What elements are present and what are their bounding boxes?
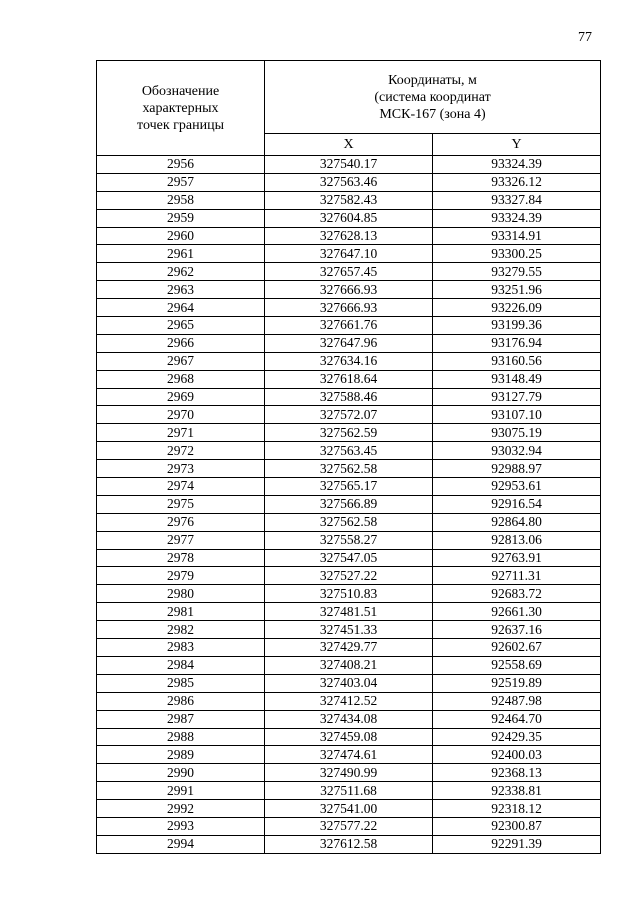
y-coordinate-cell: 92368.13 — [433, 764, 601, 782]
x-coordinate-cell: 327563.46 — [265, 173, 433, 191]
x-coordinate-cell: 327562.58 — [265, 460, 433, 478]
table-row — [97, 245, 601, 263]
table-row — [97, 263, 601, 281]
header-point-line: точек границы — [137, 117, 224, 133]
y-coordinate-cell: 92916.54 — [433, 495, 601, 513]
y-coordinate-cell: 93324.39 — [433, 156, 601, 174]
point-id-cell: 2964 — [97, 299, 265, 317]
table-body — [97, 156, 601, 854]
point-id-cell: 2977 — [97, 531, 265, 549]
table-row — [97, 317, 601, 335]
table-row — [97, 549, 601, 567]
header-point-designation — [97, 61, 265, 156]
y-coordinate-cell: 93279.55 — [433, 263, 601, 281]
table-row — [97, 442, 601, 460]
point-id-cell: 2957 — [97, 173, 265, 191]
x-coordinate-cell: 327510.83 — [265, 585, 433, 603]
y-coordinate-cell: 92400.03 — [433, 746, 601, 764]
x-coordinate-cell: 327628.13 — [265, 227, 433, 245]
x-coordinate-cell: 327562.58 — [265, 513, 433, 531]
point-id-cell: 2969 — [97, 388, 265, 406]
point-id-cell: 2956 — [97, 156, 265, 174]
x-coordinate-cell: 327474.61 — [265, 746, 433, 764]
table-row — [97, 835, 601, 853]
y-coordinate-cell: 92711.31 — [433, 567, 601, 585]
y-coordinate-cell: 92291.39 — [433, 835, 601, 853]
point-id-cell: 2991 — [97, 782, 265, 800]
point-id-cell: 2987 — [97, 710, 265, 728]
table-row — [97, 674, 601, 692]
y-coordinate-cell: 92637.16 — [433, 621, 601, 639]
y-coordinate-cell: 93326.12 — [433, 173, 601, 191]
point-id-cell: 2986 — [97, 692, 265, 710]
x-coordinate-cell: 327666.93 — [265, 281, 433, 299]
y-coordinate-cell: 93032.94 — [433, 442, 601, 460]
table-row — [97, 173, 601, 191]
table-row — [97, 191, 601, 209]
table-row — [97, 585, 601, 603]
y-coordinate-cell: 92683.72 — [433, 585, 601, 603]
x-coordinate-cell: 327540.17 — [265, 156, 433, 174]
x-coordinate-cell: 327547.05 — [265, 549, 433, 567]
x-coordinate-cell: 327588.46 — [265, 388, 433, 406]
header-x: X — [265, 134, 433, 156]
x-coordinate-cell: 327572.07 — [265, 406, 433, 424]
point-id-cell: 2968 — [97, 370, 265, 388]
point-id-cell: 2966 — [97, 334, 265, 352]
y-coordinate-cell: 93148.49 — [433, 370, 601, 388]
table-row — [97, 764, 601, 782]
y-coordinate-cell: 92338.81 — [433, 782, 601, 800]
table-row — [97, 209, 601, 227]
point-id-cell: 2990 — [97, 764, 265, 782]
point-id-cell: 2959 — [97, 209, 265, 227]
y-coordinate-cell: 92300.87 — [433, 817, 601, 835]
table-row — [97, 603, 601, 621]
table-header — [97, 61, 601, 156]
point-id-cell: 2963 — [97, 281, 265, 299]
y-coordinate-cell: 93107.10 — [433, 406, 601, 424]
y-coordinate-cell: 92318.12 — [433, 800, 601, 818]
x-coordinate-cell: 327661.76 — [265, 317, 433, 335]
x-coordinate-cell: 327408.21 — [265, 656, 433, 674]
point-id-cell: 2971 — [97, 424, 265, 442]
point-id-cell: 2988 — [97, 728, 265, 746]
x-coordinate-cell: 327563.45 — [265, 442, 433, 460]
table-row — [97, 370, 601, 388]
point-id-cell: 2978 — [97, 549, 265, 567]
point-id-cell: 2985 — [97, 674, 265, 692]
coordinates-table — [96, 60, 601, 854]
table-row — [97, 406, 601, 424]
table-row — [97, 334, 601, 352]
table-row — [97, 621, 601, 639]
point-id-cell: 2994 — [97, 835, 265, 853]
header-point-line: Обозначение — [141, 83, 220, 99]
table-row — [97, 692, 601, 710]
x-coordinate-cell: 327459.08 — [265, 728, 433, 746]
point-id-cell: 2983 — [97, 639, 265, 657]
table-row — [97, 460, 601, 478]
header-y: Y — [433, 134, 601, 156]
point-id-cell: 2967 — [97, 352, 265, 370]
table-row — [97, 567, 601, 585]
table-row — [97, 817, 601, 835]
table-row — [97, 495, 601, 513]
x-coordinate-cell: 327434.08 — [265, 710, 433, 728]
y-coordinate-cell: 93226.09 — [433, 299, 601, 317]
point-id-cell: 2984 — [97, 656, 265, 674]
point-id-cell: 2993 — [97, 817, 265, 835]
point-id-cell: 2992 — [97, 800, 265, 818]
x-coordinate-cell: 327527.22 — [265, 567, 433, 585]
x-coordinate-cell: 327604.85 — [265, 209, 433, 227]
y-coordinate-cell: 93327.84 — [433, 191, 601, 209]
point-id-cell: 2958 — [97, 191, 265, 209]
y-coordinate-cell: 92487.98 — [433, 692, 601, 710]
x-coordinate-cell: 327481.51 — [265, 603, 433, 621]
x-coordinate-cell: 327647.10 — [265, 245, 433, 263]
y-coordinate-cell: 92429.35 — [433, 728, 601, 746]
y-coordinate-cell: 93314.91 — [433, 227, 601, 245]
y-coordinate-cell: 92763.91 — [433, 549, 601, 567]
point-id-cell: 2981 — [97, 603, 265, 621]
point-id-cell: 2982 — [97, 621, 265, 639]
table-row — [97, 710, 601, 728]
y-coordinate-cell: 92813.06 — [433, 531, 601, 549]
table-row — [97, 227, 601, 245]
x-coordinate-cell: 327618.64 — [265, 370, 433, 388]
table-row — [97, 800, 601, 818]
table-row — [97, 746, 601, 764]
point-id-cell: 2962 — [97, 263, 265, 281]
page-number: 77 — [578, 30, 592, 45]
x-coordinate-cell: 327666.93 — [265, 299, 433, 317]
table-row — [97, 299, 601, 317]
table-row — [97, 656, 601, 674]
table-row — [97, 424, 601, 442]
point-id-cell: 2975 — [97, 495, 265, 513]
table-row — [97, 156, 601, 174]
table-row — [97, 281, 601, 299]
y-coordinate-cell: 92988.97 — [433, 460, 601, 478]
header-coords-line: (система координат — [374, 89, 491, 105]
x-coordinate-cell: 327577.22 — [265, 817, 433, 835]
header-coords-line: Координаты, м — [388, 72, 477, 88]
point-id-cell: 2980 — [97, 585, 265, 603]
x-coordinate-cell: 327451.33 — [265, 621, 433, 639]
x-coordinate-cell: 327558.27 — [265, 531, 433, 549]
y-coordinate-cell: 93176.94 — [433, 334, 601, 352]
y-coordinate-cell: 92602.67 — [433, 639, 601, 657]
table-row — [97, 352, 601, 370]
header-coords-line: МСК-167 (зона 4) — [379, 106, 486, 122]
x-coordinate-cell: 327634.16 — [265, 352, 433, 370]
y-coordinate-cell: 93160.56 — [433, 352, 601, 370]
point-id-cell: 2973 — [97, 460, 265, 478]
x-coordinate-cell: 327403.04 — [265, 674, 433, 692]
y-coordinate-cell: 93199.36 — [433, 317, 601, 335]
table-row — [97, 513, 601, 531]
y-coordinate-cell: 92661.30 — [433, 603, 601, 621]
x-coordinate-cell: 327412.52 — [265, 692, 433, 710]
y-coordinate-cell: 92953.61 — [433, 478, 601, 496]
x-coordinate-cell: 327566.89 — [265, 495, 433, 513]
x-coordinate-cell: 327490.99 — [265, 764, 433, 782]
header-point-line: характерных — [142, 100, 219, 116]
point-id-cell: 2972 — [97, 442, 265, 460]
y-coordinate-cell: 92864.80 — [433, 513, 601, 531]
x-coordinate-cell: 327562.59 — [265, 424, 433, 442]
table-row — [97, 531, 601, 549]
y-coordinate-cell: 92558.69 — [433, 656, 601, 674]
point-id-cell: 2979 — [97, 567, 265, 585]
y-coordinate-cell: 93127.79 — [433, 388, 601, 406]
header-coordinates — [265, 61, 601, 134]
point-id-cell: 2970 — [97, 406, 265, 424]
y-coordinate-cell: 92519.89 — [433, 674, 601, 692]
table-row — [97, 639, 601, 657]
x-coordinate-cell: 327565.17 — [265, 478, 433, 496]
table-row — [97, 478, 601, 496]
y-coordinate-cell: 92464.70 — [433, 710, 601, 728]
y-coordinate-cell: 93324.39 — [433, 209, 601, 227]
y-coordinate-cell: 93300.25 — [433, 245, 601, 263]
point-id-cell: 2989 — [97, 746, 265, 764]
point-id-cell: 2960 — [97, 227, 265, 245]
y-coordinate-cell: 93251.96 — [433, 281, 601, 299]
table-row — [97, 388, 601, 406]
x-coordinate-cell: 327647.96 — [265, 334, 433, 352]
x-coordinate-cell: 327657.45 — [265, 263, 433, 281]
table-row — [97, 728, 601, 746]
table-row — [97, 782, 601, 800]
x-coordinate-cell: 327541.00 — [265, 800, 433, 818]
point-id-cell: 2965 — [97, 317, 265, 335]
y-coordinate-cell: 93075.19 — [433, 424, 601, 442]
x-coordinate-cell: 327612.58 — [265, 835, 433, 853]
x-coordinate-cell: 327582.43 — [265, 191, 433, 209]
x-coordinate-cell: 327511.68 — [265, 782, 433, 800]
point-id-cell: 2961 — [97, 245, 265, 263]
point-id-cell: 2976 — [97, 513, 265, 531]
x-coordinate-cell: 327429.77 — [265, 639, 433, 657]
point-id-cell: 2974 — [97, 478, 265, 496]
